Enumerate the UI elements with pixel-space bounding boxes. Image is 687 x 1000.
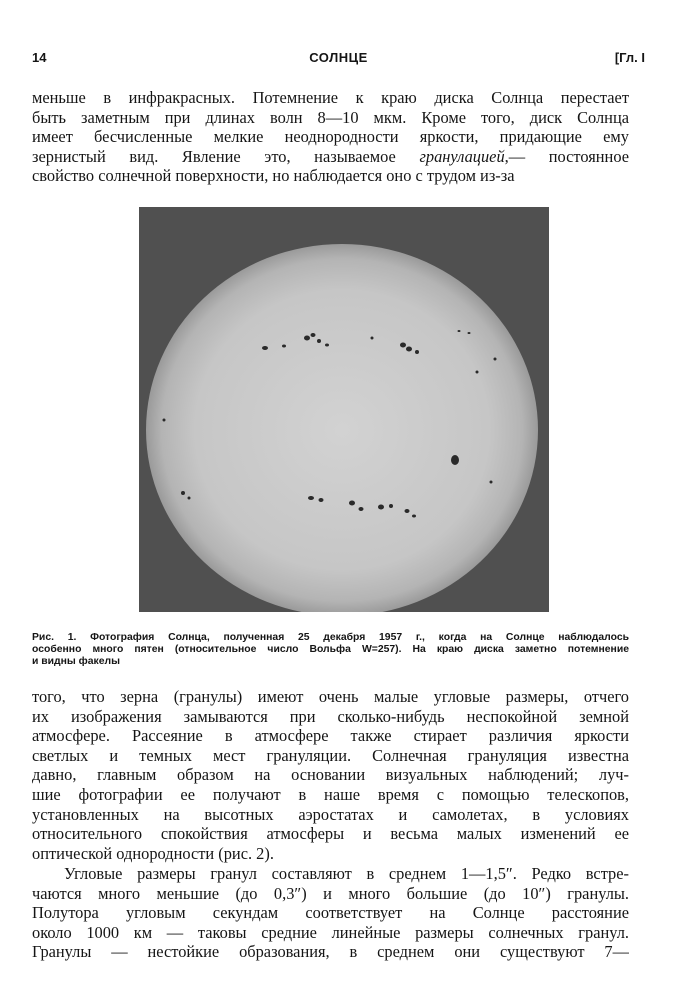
sunspot <box>317 339 321 343</box>
sunspot <box>389 504 393 508</box>
text-line: около 1000 км — таковы средние линейные размеры солнечных гранул. <box>32 922 629 942</box>
text-line: светлых и темных мест грануляции. Солнечная грануляция известна <box>32 745 629 765</box>
paragraph-3 <box>32 864 629 962</box>
sunspot <box>451 455 459 465</box>
sunspot <box>405 509 410 513</box>
sunspot <box>163 419 166 422</box>
text-line: установленных на высотных аэростатах и самолетах, в условиях <box>32 804 629 824</box>
text-line: Полутора угловым секундам соответствует на Солнце расстояние <box>32 903 629 923</box>
text-line: Гранулы — нестойкие образования, в среднем они существуют 7— <box>32 942 629 962</box>
text-line: атмосфере. Рассеяние в атмосфере также стирает различия яркости <box>32 726 629 746</box>
sunspot <box>412 515 416 518</box>
sunspot <box>494 358 497 361</box>
text-line: быть заметным при длинах волн 8—10 мкм. Кроме того, диск Солнца <box>32 107 629 127</box>
sunspot <box>304 336 310 341</box>
text-line: относительного спокойствия атмосферы и весьма малых изменений ее <box>32 824 629 844</box>
running-title: СОЛНЦЕ <box>309 50 368 65</box>
sunspot <box>308 496 314 500</box>
sunspot <box>378 505 384 510</box>
sunspot <box>349 501 355 506</box>
sunspot <box>181 491 185 495</box>
sunspot <box>458 330 461 332</box>
sunspot <box>188 497 191 500</box>
figure-caption <box>32 632 629 667</box>
text-line: оптической однородности (рис. 2). <box>32 843 274 863</box>
text-fragment: зернистый вид. Явление это, называемое <box>32 146 396 166</box>
caption-line: Рис. 1. Фотография Солнца, полученная 25 декабря 1957 г., когда на Солнце наблюдалось <box>32 632 629 643</box>
sunspot <box>468 332 471 334</box>
paragraph-1 <box>32 88 629 186</box>
sunspot <box>400 343 406 348</box>
sunspot <box>371 337 374 340</box>
text-line: свойство солнечной поверхности, но наблюдается оно с трудом из-за <box>32 166 515 186</box>
page-number: 14 <box>32 50 47 65</box>
text-line: имеет бесчисленные мелкие неоднородности яркости, придающие ему <box>32 127 629 147</box>
chapter-marker: [Гл. I <box>614 50 645 65</box>
text-line: того, что зерна (гранулы) имеют очень малые угловые размеры, отчего <box>32 687 629 706</box>
text-line: меньше в инфракрасных. Потемнение к краю диска Солнца перестает <box>32 88 629 107</box>
text-line: Угловые размеры гранул составляют в среднем 1—1,5″. Редко встре- <box>64 864 629 883</box>
sunspot <box>359 507 364 511</box>
running-header <box>32 50 645 70</box>
sun-photograph <box>139 207 549 612</box>
caption-line: и видны факелы <box>32 655 121 667</box>
sunspot <box>415 350 419 354</box>
text-line: их изображения замываются при сколько-нибудь неспокойной земной <box>32 706 629 726</box>
sunspot <box>325 344 329 347</box>
text-line: давно, главным образом на основании визуальных наблюдений; луч- <box>32 765 629 785</box>
sunspot <box>262 346 268 350</box>
italic-term: гранулацией <box>419 146 505 166</box>
text-fragment: ,— постоянное <box>504 146 629 166</box>
sunspot <box>282 345 286 348</box>
sunspot <box>490 481 493 484</box>
paragraph-2 <box>32 687 629 863</box>
sun-photograph-image <box>139 207 549 612</box>
caption-line: особенно много пятен (относительное число Вольфа W=257). На краю диска заметно потемнение <box>32 643 629 655</box>
text-line-with-term <box>32 147 629 167</box>
text-line: шие фотографии ее получают в наше время с помощью телескопов, <box>32 784 629 804</box>
solar-disk <box>146 244 538 612</box>
sunspot <box>476 371 479 374</box>
sunspot <box>406 347 412 352</box>
text-line: чаются много меньшие (до 0,3″) и много большие (до 10″) гранулы. <box>32 883 629 903</box>
sunspot <box>319 498 324 502</box>
sunspot <box>311 333 316 337</box>
